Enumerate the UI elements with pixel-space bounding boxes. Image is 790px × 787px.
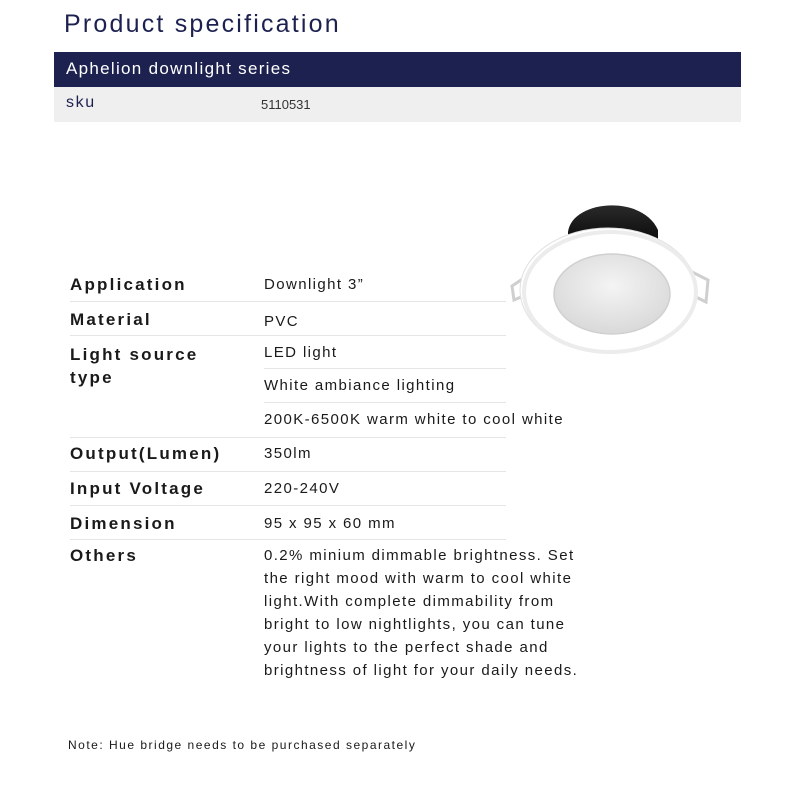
voltage-value: 220-240V [264, 480, 341, 497]
dimension-value: 95 x 95 x 60 mm [264, 515, 396, 532]
light-source-label: Light source type [70, 345, 199, 387]
divider [264, 368, 506, 369]
divider [70, 437, 506, 438]
divider [70, 471, 506, 472]
application-label: Application [70, 275, 187, 294]
output-label: Output(Lumen) [70, 444, 222, 463]
material-label: Material [70, 310, 152, 329]
others-description: 0.2% minium dimmable brightness. Set the right mood with warm to cool white light.With complete dimmability from bright to low nightlights, you can tune your lights to the perfect shade and brightness of light for your daily needs. [264, 547, 579, 679]
page-title: Product specification [64, 10, 341, 38]
series-name: Aphelion downlight series [66, 59, 292, 78]
light-source-value-3: 200K-6500K warm white to cool white [264, 411, 564, 428]
series-banner [54, 52, 741, 87]
divider [264, 402, 506, 403]
downlight-product-image [508, 190, 718, 370]
light-source-value-2: White ambiance lighting [264, 377, 456, 394]
sku-value: 5110531 [261, 97, 311, 112]
light-source-value-1: LED light [264, 344, 338, 361]
application-value: Downlight 3” [264, 276, 365, 293]
output-value: 350lm [264, 445, 312, 462]
divider [70, 301, 506, 302]
voltage-label: Input Voltage [70, 479, 205, 498]
divider [70, 539, 506, 540]
others-label: Others [70, 546, 138, 565]
material-value: PVC [264, 313, 300, 330]
footnote: Note: Hue bridge needs to be purchased separately [68, 738, 417, 752]
sku-label: sku [66, 94, 96, 111]
dimension-label: Dimension [70, 514, 177, 533]
divider [70, 505, 506, 506]
divider [70, 335, 506, 336]
sku-row [54, 87, 741, 122]
